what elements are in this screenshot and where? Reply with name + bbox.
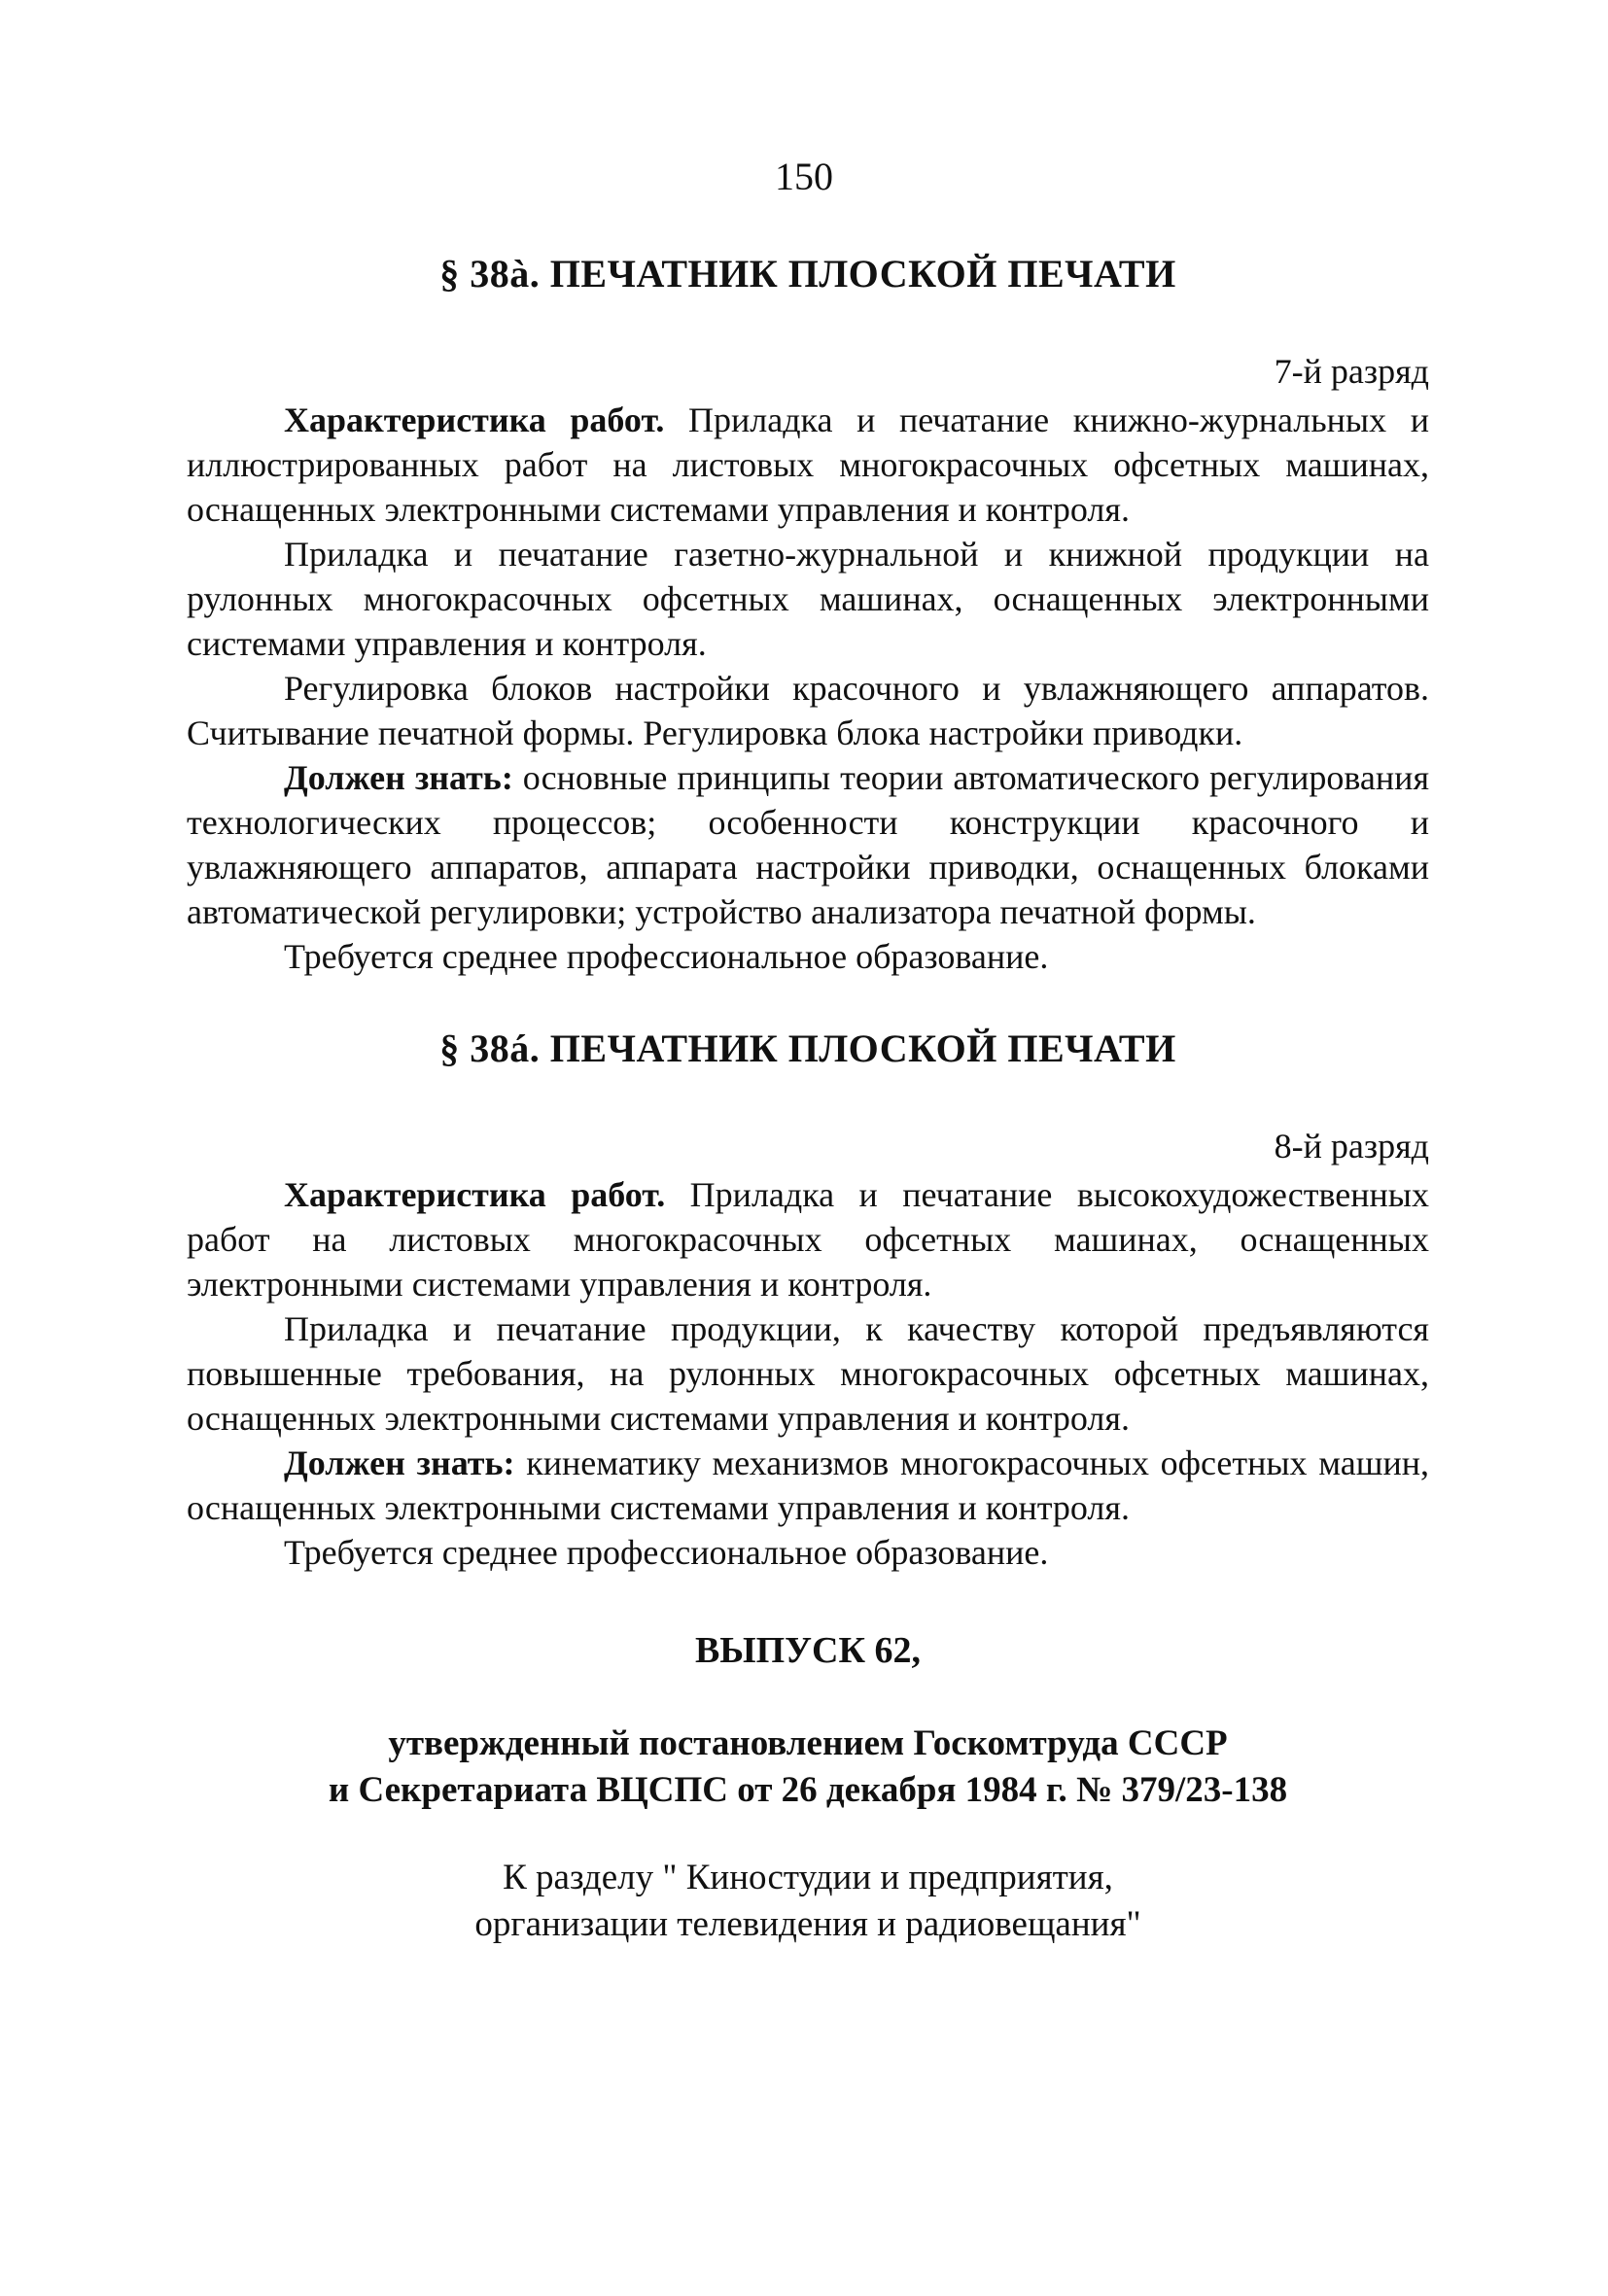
approval-line-1: утвержденный постановлением Госкомтруда СССР bbox=[388, 1723, 1228, 1763]
section-2-paragraph bbox=[187, 1306, 1429, 1441]
paragraph-text: Требуется среднее профессиональное образование. bbox=[284, 1533, 1049, 1572]
approval-line-2: и Секретариата ВЦСПС от 26 декабря 1984 г. № 379/23-138 bbox=[328, 1770, 1288, 1810]
section-1-title: § 38à. ПЕЧАТНИК ПЛОСКОЙ ПЕЧАТИ bbox=[439, 252, 1176, 296]
section-1-paragraph bbox=[187, 398, 1429, 532]
section-reference-line-1: К разделу " Киностудии и предприятия, bbox=[503, 1858, 1113, 1897]
section-1-paragraph bbox=[187, 934, 1429, 979]
paragraph-lead: Должен знать: bbox=[284, 1444, 515, 1482]
page-number: 150 bbox=[775, 155, 833, 198]
section-2-grade: 8-й разряд bbox=[1274, 1127, 1429, 1165]
section-1-paragraph bbox=[187, 532, 1429, 666]
section-reference bbox=[187, 1855, 1429, 1948]
paragraph-text: Приладка и печатание высокохудожественных работ на листовых многокрасочных офсетных машинах, оснащенных электронными системами управления и контроля. bbox=[187, 1175, 1429, 1304]
paragraph-text: Регулировка блоков настройки красочного и увлажняющего аппаратов. Считывание печатной формы. Регулировка блока настройки приводки. bbox=[187, 669, 1429, 752]
page-content bbox=[187, 251, 1429, 1948]
section-1-paragraph bbox=[187, 666, 1429, 755]
section-reference-line-2: организации телевидения и радиовещания" bbox=[474, 1904, 1141, 1944]
paragraph-text: Требуется среднее профессиональное образование. bbox=[284, 937, 1049, 976]
paragraph-text: Приладка и печатание книжно-журнальных и иллюстрированных работ на листовых многокрасочных офсетных машинах, оснащенных электронными системами управления и контроля. bbox=[187, 400, 1429, 529]
issue-approval bbox=[187, 1721, 1429, 1814]
section-2-paragraph bbox=[187, 1530, 1429, 1575]
section-1-paragraph bbox=[187, 755, 1429, 934]
section-2-title: § 38á. ПЕЧАТНИК ПЛОСКОЙ ПЕЧАТИ bbox=[439, 1026, 1176, 1070]
paragraph-text: Приладка и печатание газетно-журнальной и книжной продукции на рулонных многокрасочных офсетных машинах, оснащенных электронными системами управления и контроля. bbox=[187, 535, 1429, 663]
paragraph-text: основные принципы теории автоматического регулирования технологических процессов; особенности конструкции красочного и увлажняющего аппаратов, аппарата настройки приводки, оснащенных блоками автоматической регулировки; устройство анализатора печатной формы. bbox=[187, 758, 1429, 931]
paragraph-lead: Характеристика работ. bbox=[284, 400, 665, 439]
section-2-paragraph bbox=[187, 1172, 1429, 1306]
section-2-paragraph bbox=[187, 1441, 1429, 1530]
paragraph-lead: Характеристика работ. bbox=[284, 1175, 666, 1214]
section-1-grade: 7-й разряд bbox=[1274, 352, 1429, 391]
issue-title: ВЫПУСК 62, bbox=[694, 1630, 922, 1671]
paragraph-text: кинематику механизмов многокрасочных офсетных машин, оснащенных электронными системами управления и контроля. bbox=[187, 1444, 1429, 1527]
paragraph-text: Приладка и печатание продукции, к качеству которой предъявляются повышенные требования, на рулонных многокрасочных офсетных машинах, оснащенных электронными системами управления и контроля. bbox=[187, 1309, 1429, 1438]
paragraph-lead: Должен знать: bbox=[284, 758, 513, 797]
